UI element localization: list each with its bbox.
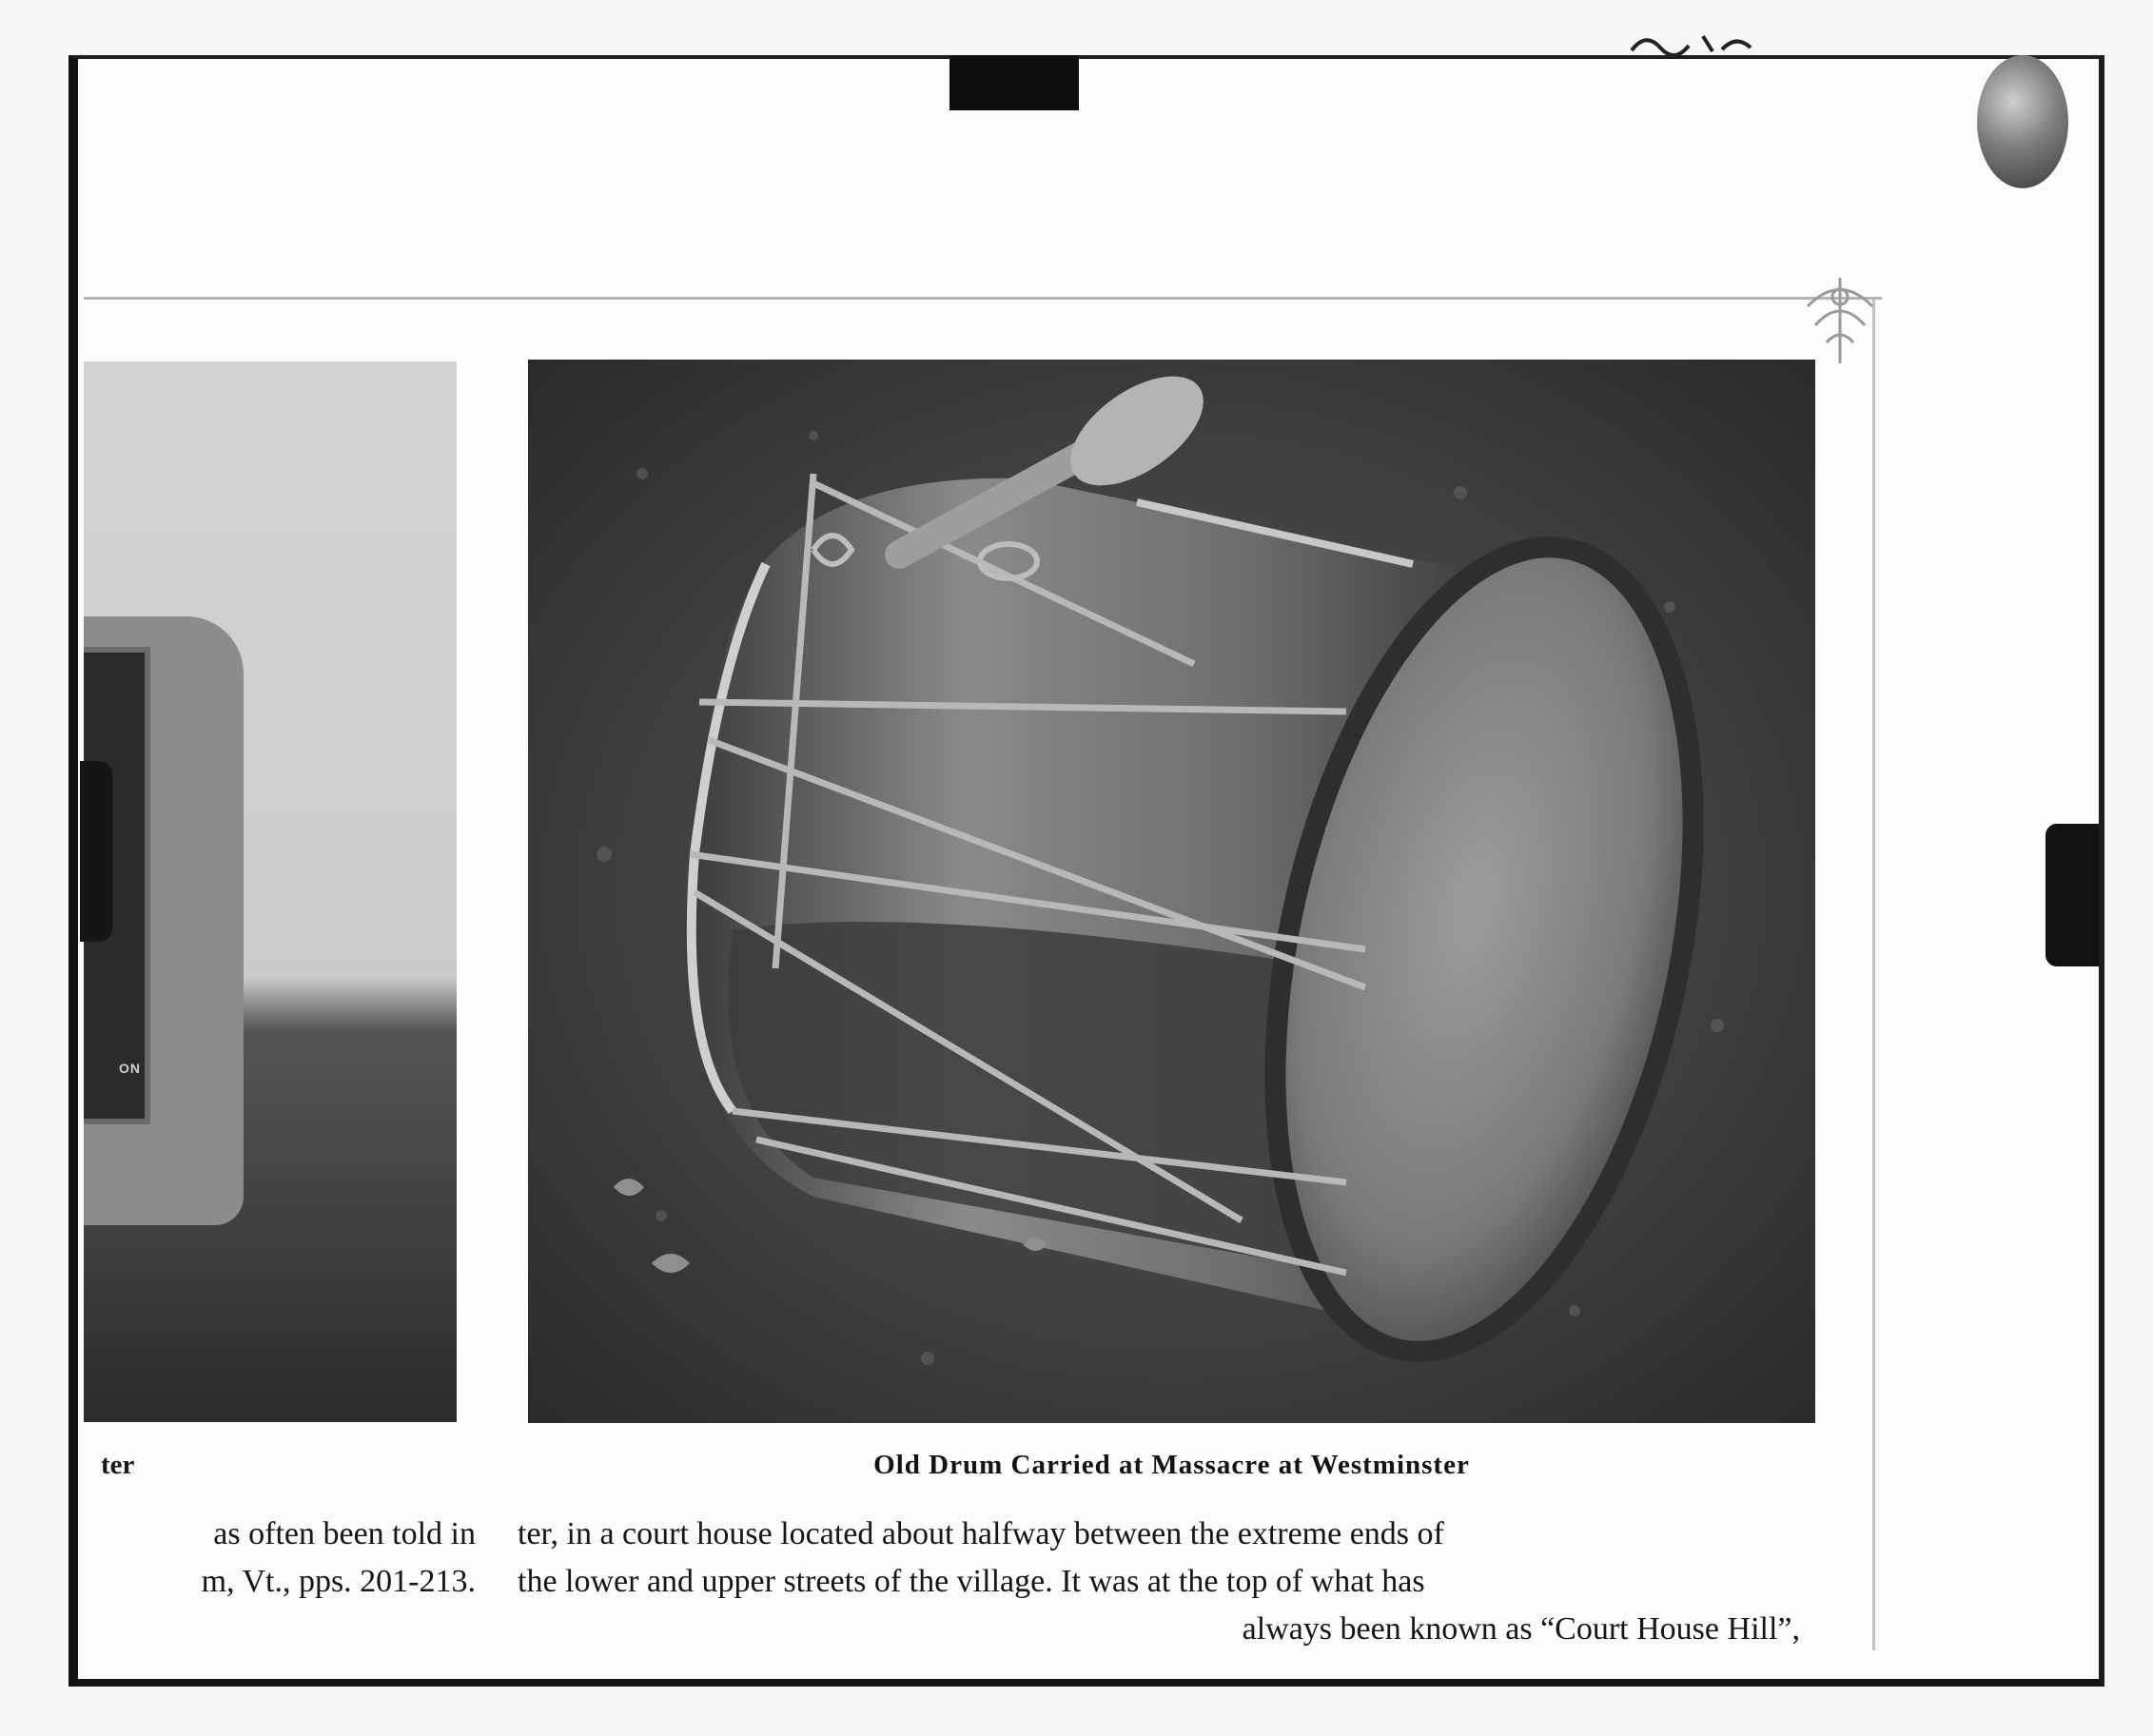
mounting-tab-top [949,55,1079,110]
drum-photo [528,360,1815,1423]
page-border-right [1872,300,1875,1650]
page-border-top [84,297,1882,300]
monument-photo [84,361,457,1422]
push-pin [1977,55,2068,188]
handwritten-mark [1627,27,1760,57]
drum-photo-caption: Old Drum Carried at Massacre at Westminster [873,1450,1470,1480]
left-column-text [95,1511,476,1606]
mounting-tab-left [80,761,112,942]
left-text-line: as often been told in [213,1516,476,1551]
mounting-tab-right [2045,824,2099,966]
body-text-line: the lower and upper streets of the village. It was at the top of what has [518,1564,1425,1599]
body-text [518,1511,1800,1653]
body-text-line: ter, in a court house located about halfway between the extreme ends of [518,1516,1444,1551]
left-text-line: m, Vt., pps. 201-213. [201,1564,476,1599]
drum-illustration [528,360,1815,1423]
body-text-line: always been known as “Court House Hill”, [1242,1611,1800,1647]
left-photo-caption: ter [101,1450,135,1480]
plaque-inscription: ON [119,1061,141,1076]
